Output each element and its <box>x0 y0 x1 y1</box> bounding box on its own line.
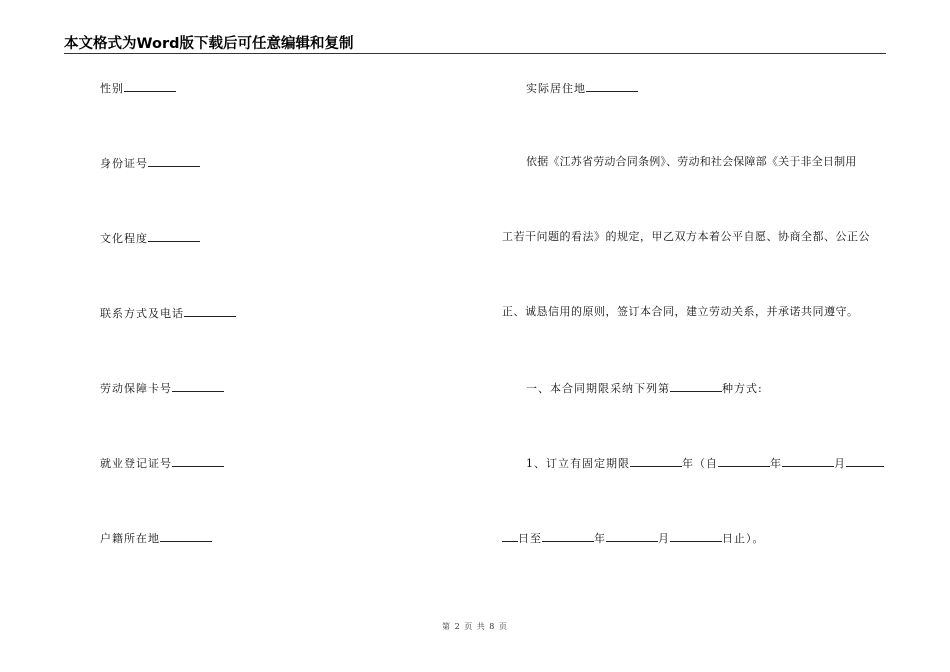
employment-reg-label: 就业登记证号 <box>100 457 172 470</box>
labor-card-label: 劳动保障卡号 <box>100 382 172 395</box>
clause-2-year3: 年 <box>594 532 606 545</box>
employment-reg-field <box>100 455 224 471</box>
clause-1-blank <box>670 380 722 392</box>
clause-2-prefix: 1、订立有固定期限 <box>526 457 630 470</box>
clause-1-prefix: 一、本合同期限采纳下列第 <box>526 382 670 395</box>
gender-label: 性别 <box>100 82 124 95</box>
clause-2-to-day-blank <box>670 530 722 542</box>
gender-field <box>100 80 176 96</box>
clause-2-year-from: 年（自 <box>682 457 718 470</box>
clause-1-suffix: 种方式: <box>722 382 763 395</box>
labor-card-field <box>100 380 224 396</box>
clause-2-line-2 <box>502 530 765 546</box>
clause-2-term-blank <box>630 455 682 467</box>
paragraph-line-2: 工若干问题的看法》的规定，甲乙双方本着公平自愿、协商全都、公正公 <box>502 230 870 243</box>
clause-2-month2: 月 <box>658 532 670 545</box>
clause-2-to-month-blank <box>606 530 658 542</box>
page-number-footer: 第 2 页 共 8 页 <box>442 622 508 631</box>
document-header: 本文格式为Word版下载后可任意编辑和复制 <box>64 36 354 52</box>
clause-2-from-month-blank <box>782 455 834 467</box>
clause-2-from-day-blank <box>846 455 884 467</box>
clause-2-day-to: 日至 <box>518 532 542 545</box>
contact-label: 联系方式及电话 <box>100 307 184 320</box>
clause-1 <box>526 380 763 396</box>
household-field <box>100 530 212 546</box>
labor-card-blank <box>172 380 224 392</box>
education-blank <box>148 230 200 242</box>
education-field <box>100 230 200 246</box>
paragraph-line-1: 依据《江苏省劳动合同条例》、劳动和社会保障部《关于非全日制用 <box>526 155 857 168</box>
residence-label: 实际居住地 <box>526 82 586 95</box>
employment-reg-blank <box>172 455 224 467</box>
residence-blank <box>586 80 638 92</box>
clause-2-to-year-blank <box>542 530 594 542</box>
clause-2-line-1 <box>526 455 884 471</box>
education-label: 文化程度 <box>100 232 148 245</box>
clause-2-year-label: 年 <box>770 457 782 470</box>
id-number-blank <box>148 155 200 167</box>
clause-2-day-blank-cont <box>502 530 518 542</box>
id-number-label: 身份证号 <box>100 157 148 170</box>
contact-blank <box>184 305 236 317</box>
residence-field <box>526 80 638 96</box>
household-blank <box>160 530 212 542</box>
clause-2-month-label: 月 <box>834 457 846 470</box>
gender-blank <box>124 80 176 92</box>
household-label: 户籍所在地 <box>100 532 160 545</box>
id-number-field <box>100 155 200 171</box>
header-divider <box>64 53 886 54</box>
clause-2-end: 日止）。 <box>722 532 765 545</box>
clause-2-from-year-blank <box>718 455 770 467</box>
paragraph-line-3: 正、诚恳信用的原则，签订本合同，建立劳动关系，并承诺共同遵守。 <box>502 305 859 318</box>
contact-field <box>100 305 236 321</box>
